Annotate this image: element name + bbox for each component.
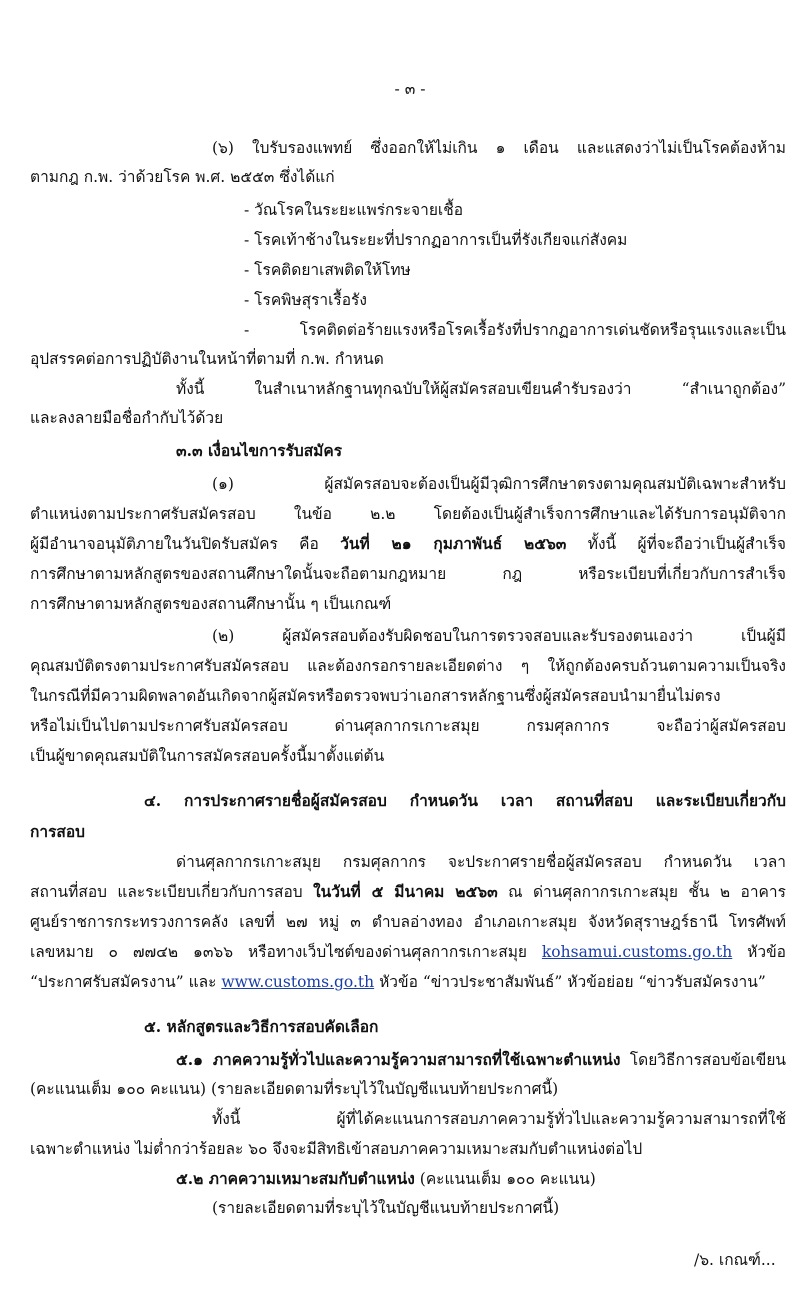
section-4-text: “ประกาศรับสมัครงาน” และ bbox=[30, 973, 217, 991]
section-4-line bbox=[30, 971, 786, 993]
section-4-line: ด่านศุลกากรเกาะสมุย กรมศุลกากร จะประกาศรายชื่อผู้สมัครสอบ กำหนดวัน เวลา bbox=[176, 853, 786, 871]
section-5-heading: ๕. หลักสูตรและวิธีการสอบคัดเลือก bbox=[144, 1017, 379, 1036]
section-4-line: ศูนย์ราชการกระทรวงการคลัง เลขที่ ๒๗ หมู่ ๓ ตำบลอ่างทอง อำเภอเกาะสมุย จังหวัดสุราษฎร์ธานี โทรศัพท์ bbox=[30, 913, 786, 931]
section-4-text: ณ ด่านศุลกากรเกาะสมุย ชั้น ๒ อาคาร bbox=[508, 883, 786, 901]
section-4-line bbox=[30, 881, 786, 903]
item6-line2: ตามกฎ ก.พ. ว่าด้วยโรค พ.ศ. ๒๕๕๓ ซึ่งได้แก่ bbox=[30, 168, 335, 186]
section-4-line bbox=[30, 941, 786, 963]
page-number: - ๓ - bbox=[394, 80, 426, 98]
section-3-3-p2-line: ในกรณีที่มีความผิดพลาดอันเกิดจากผู้สมัครหรือตรวจพบว่าเอกสารหลักฐานซึ่งผู้สมัครสอบนำมายื่นไม่ตรง bbox=[30, 687, 721, 705]
section-3-3-p1-line bbox=[30, 533, 786, 555]
section-5-1-text: โดยวิธีการสอบข้อเขียน bbox=[629, 1051, 786, 1069]
section-5-1-note: ทั้งนี้ ผู้ที่ได้คะแนนการสอบภาคความรู้ทั่วไปและความรู้ความสามารถที่ใช้ bbox=[212, 1110, 786, 1128]
section-5-2-line: (รายละเอียดตามที่ระบุไว้ในบัญชีแนบท้ายประกาศนี้) bbox=[212, 1199, 560, 1217]
section-3-3-p1-line: (๑) ผู้สมัครสอบจะต้องเป็นผู้มีวุฒิการศึกษาตรงตามคุณสมบัติเฉพาะสำหรับ bbox=[212, 475, 786, 493]
certification-note-line1: ทั้งนี้ ในสำเนาหลักฐานทุกฉบับให้ผู้สมัครสอบเขียนคำรับรองว่า “สำเนาถูกต้อง” bbox=[176, 380, 786, 398]
disease-item: - วัณโรคในระยะแพร่กระจายเชื้อ bbox=[244, 201, 464, 219]
disease-item: - โรคพิษสุราเรื้อรัง bbox=[244, 291, 367, 309]
section-5-1-note: เฉพาะตำแหน่ง ไม่ต่ำกว่าร้อยละ ๖๐ จึงจะมีสิทธิเข้าสอบภาคความเหมาะสมกับตำแหน่งต่อไป bbox=[30, 1140, 643, 1158]
section-4-text: สถานที่สอบ และระเบียบเกี่ยวกับการสอบ bbox=[30, 883, 303, 901]
section-5-1-line: (คะแนนเต็ม ๑๐๐ คะแนน) (รายละเอียดตามที่ระบุไว้ในบัญชีแนบท้ายประกาศนี้) bbox=[30, 1080, 559, 1098]
certification-note-line2: และลงลายมือชื่อกำกับไว้ด้วย bbox=[30, 409, 224, 427]
section-5-1-line bbox=[176, 1049, 786, 1071]
disease-item: - โรคติดต่อร้ายแรงหรือโรคเรื้อรังที่ปรากฏอาการเด่นชัดหรือรุนแรงและเป็น bbox=[244, 321, 786, 339]
section-5-2-text: (คะแนนเต็ม ๑๐๐ คะแนน) bbox=[419, 1170, 596, 1188]
section-4-text: หัวข้อ bbox=[747, 943, 786, 961]
section-5-2-line bbox=[176, 1168, 596, 1190]
continuation-footer: /๖. เกณฑ์... bbox=[694, 1251, 776, 1269]
section-3-3-p1-text: ผู้มีอำนาจอนุมัติภายในวันปิดรับสมัคร คือ bbox=[30, 535, 319, 553]
section-3-3-p1-line: การศึกษาตามหลักสูตรของสถานศึกษาใดนั้นจะถือตามกฎหมาย กฎ หรือระเบียบที่เกี่ยวกับการสำเร็จ bbox=[30, 565, 786, 583]
kohsamui-customs-link[interactable]: kohsamui.customs.go.th bbox=[541, 943, 733, 961]
section-4-text: เลขหมาย ๐ ๗๗๔๒ ๑๓๖๖ หรือทางเว็บไซต์ของด่านศุลกากรเกาะสมุย bbox=[30, 943, 528, 961]
section-3-3-p2-line: (๒) ผู้สมัครสอบต้องรับผิดชอบในการตรวจสอบและรับรองตนเองว่า เป็นผู้มี bbox=[212, 627, 786, 645]
section-4-heading-cont: การสอบ bbox=[30, 822, 86, 841]
section-3-3-p1-line: ตำแหน่งตามประกาศรับสมัครสอบ ในข้อ ๒.๒ โดยต้องเป็นผู้สำเร็จการศึกษาและได้รับการอนุมัติจาก bbox=[30, 505, 786, 523]
application-deadline-date: วันที่ ๒๑ กุมภาพันธ์ ๒๕๖๓ bbox=[340, 534, 567, 553]
disease-item-continuation: อุปสรรคต่อการปฏิบัติงานในหน้าที่ตามที่ ก.พ. กำหนด bbox=[30, 350, 384, 368]
section-4-heading: ๔. การประกาศรายชื่อผู้สมัครสอบ กำหนดวัน เวลา สถานที่สอบ และระเบียบเกี่ยวกับ bbox=[144, 791, 786, 810]
section-3-3-p1-line: การศึกษาตามหลักสูตรของสถานศึกษานั้น ๆ เป็นเกณฑ์ bbox=[30, 595, 392, 613]
customs-website-link[interactable]: www.customs.go.th bbox=[221, 973, 375, 991]
section-5-2-title: ๕.๒ ภาคความเหมาะสมกับตำแหน่ง bbox=[176, 1169, 415, 1188]
section-3-3-p2-line: หรือไม่เป็นไปตามประกาศรับสมัครสอบ ด่านศุลกากรเกาะสมุย กรมศุลกากร จะถือว่าผู้สมัครสอบ bbox=[30, 717, 786, 735]
section-3-3-p2-line: เป็นผู้ขาดคุณสมบัติในการสมัครสอบครั้งนี้มาตั้งแต่ต้น bbox=[30, 747, 385, 765]
section-3-3-p2-line: คุณสมบัติตรงตามประกาศรับสมัครสอบ และต้องกรอกรายละเอียดต่าง ๆ ให้ถูกต้องครบถ้วนตามความเป็นจริง bbox=[30, 657, 786, 675]
section-5-1-title: ๕.๑ ภาคความรู้ทั่วไปและความรู้ความสามารถที่ใช้เฉพาะตำแหน่ง bbox=[176, 1050, 621, 1069]
announcement-date: ในวันที่ ๕ มีนาคม ๒๕๖๓ bbox=[313, 882, 498, 901]
section-4-text: หัวข้อ “ข่าวประชาสัมพันธ์” หัวข้อย่อย “ข่าวรับสมัครงาน” bbox=[379, 973, 766, 991]
disease-item: - โรคติดยาเสพติดให้โทษ bbox=[244, 261, 411, 279]
section-3-3-heading: ๓.๓ เงื่อนไขการรับสมัคร bbox=[176, 441, 343, 460]
section-3-3-p1-text: ทั้งนี้ ผู้ที่จะถือว่าเป็นผู้สำเร็จ bbox=[587, 535, 786, 553]
item6-line1: (๖) ใบรับรองแพทย์ ซึ่งออกให้ไม่เกิน ๑ เดือน และแสดงว่าไม่เป็นโรคต้องห้าม bbox=[212, 139, 786, 157]
disease-item: - โรคเท้าช้างในระยะที่ปรากฏอาการเป็นที่รังเกียจแก่สังคม bbox=[244, 231, 628, 249]
